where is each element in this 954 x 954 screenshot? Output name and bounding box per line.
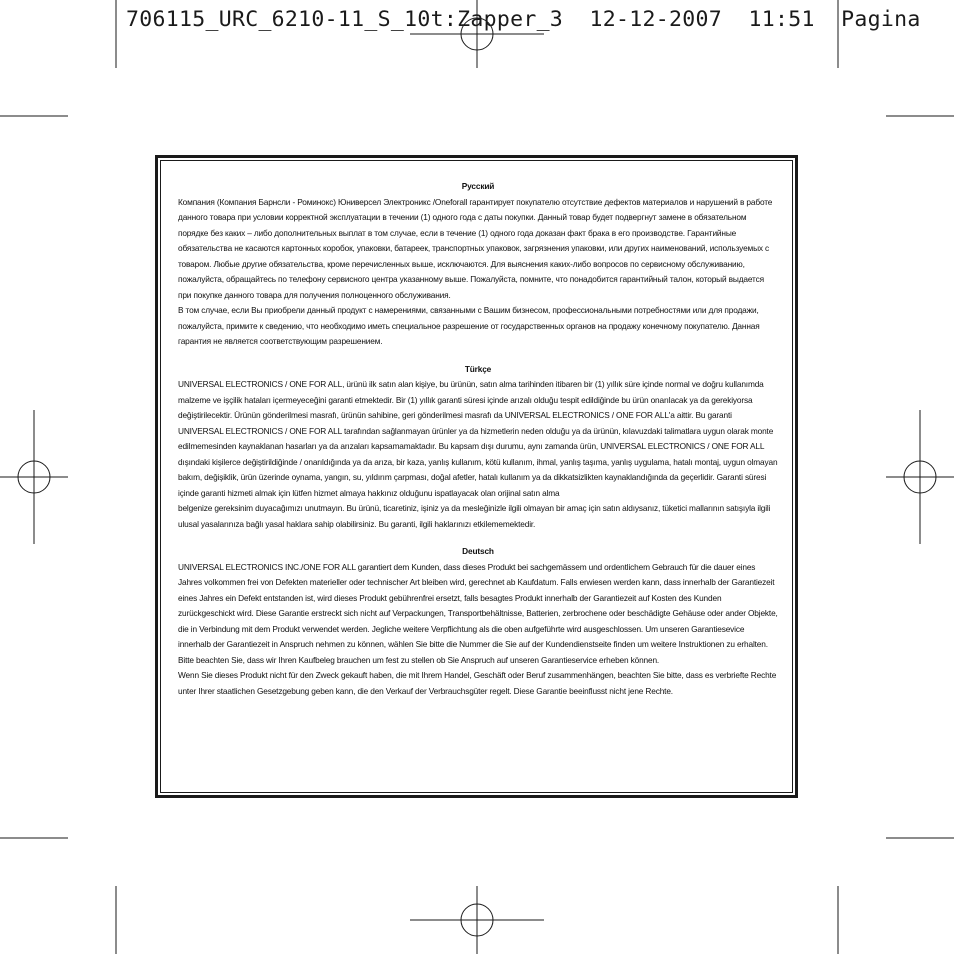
section-heading: Deutsch	[462, 546, 494, 556]
section-paragraph: belgenize gereksinim duyacağımızı unutmayın. Bu ürünü, ticaretiniz, işiniz ya da mesleğinizle ilgili olmayan bir amaç için satın aldıysanız, tüketici mallarının satışıyla ilgili ulusal yasalarınıza bağlı yasal haklara sahip olabilirsiniz. Bu garanti, ilgili haklarınızı etkilememektedir.	[178, 503, 771, 529]
section-turkish	[178, 362, 778, 533]
section-paragraph: Wenn Sie dieses Produkt nicht für den Zweck gekauft haben, die mit Ihrem Handel, Geschäft oder Beruf zusammenhängen, beachten Sie bitte, dass es verbriefte Rechte unter Ihrer staatlichen Gesetzgebung geben kann, die den Verkauf der Verbrauchsgüter regelt. Diese Garantie beeinflusst nicht jene Rechte.	[178, 670, 777, 696]
warranty-box	[155, 155, 798, 798]
section-russian	[178, 179, 778, 350]
section-german	[178, 544, 778, 699]
crop-mark-bottom-right	[838, 838, 954, 954]
crop-mark-top-right	[838, 0, 954, 116]
section-paragraph: Компания (Компания Барнсли - Роминокс) Юниверсел Электроникс /Oneforall гарантирует покупателю отсутствие дефектов материалов и нарушений в работе данного товара при условии корректной эксплуатации в течении (1) одного года с даты покупки. Данный товар будет подвергнут замене в обязательном порядке без каких – либо дополнительных выплат в том случае, если в течение (1) одного года доказан факт брака в его производстве. Гарантийные обязательства не касаются картонных коробок, упаковки, батареек, транспортных упаковок, загрязнения упаковки, или других наименований, используемых с товаром. Любые другие обязательства, кроме перечисленных выше, исключаются. Для выяснения каких-либо вопросов по сервисному обслуживанию, пожалуйста, обращайтесь по телефону сервисного центра указанному выше. Пожалуйста, помните, что понадобится гарантийный талон, который выдается при покупке данного товара для получения полноценного обслуживания.	[178, 196, 773, 300]
crop-mark-bottom-left	[0, 838, 116, 954]
section-paragraph: В том случае, если Вы приобрели данный продукт с намерениями, связанными с Вашим бизнесом, профессиональными потребностями или для продажи, пожалуйста, примите к сведению, что необходимо иметь специальное разрешение от государственных органов на продажу конечному покупателю. Данная гарантия не является соответствующим разрешением.	[178, 305, 760, 346]
warranty-content	[178, 179, 778, 711]
print-slug-line: 706115_URC_6210-11_S_10t:Zapper_3 12-12-2007 11:51 Pagina	[126, 7, 921, 32]
section-heading: Türkçe	[464, 363, 492, 374]
registration-mark-right	[886, 410, 954, 544]
crop-mark-top-left	[0, 0, 116, 116]
section-paragraph: UNIVERSAL ELECTRONICS / ONE FOR ALL, ürünü ilk satın alan kişiye, bu ürünün, satın alma tarihinden itibaren bir (1) yıllık süre içinde normal ve doğru kullanımda malzeme ve işçilik hataları içermeyeceğini garanti etmektedir. Bir (1) yıllık garanti süresi içinde arızalı olduğu tespit edildiğinde bu ürün onarılacak ya da gerekiyorsa değiştirilecektir. Ürünün gönderilmesi masrafı, ürünün sahibine, geri gönderilmesi masrafı da UNIVERSAL ELECTRONICS / ONE FOR ALL'a aittir. Bu garanti UNIVERSAL ELECTRONICS / ONE FOR ALL tarafından sağlanmayan ürünler ya da hizmetlerin neden olduğu ya da ürünün, kılavuzdaki talimatlara uygun olarak monte edilmemesinden kaynaklanan hasarları ya da arızaları kapsamamaktadır. Bu kapsam dışı durumu, aynı zamanda ürün, UNIVERSAL ELECTRONICS / ONE FOR ALL dışındaki kişilerce değiştirildiğinde / onarıldığında ya da arıza, bir kaza, yanlış kullanım, kötü kullanım, ihmal, yanlış taşıma, yanlış uygulama, hatalı montaj, uygun olmayan bakım, değişiklik, ürün üzerinde oynama, yangın, su, yıldırım çarpması, doğal afetler, hatalı kullanım ya da dikkatsizlikten kaynaklandığında da geçerlidir. Garanti süresi içinde garanti hizmeti almak için lütfen hizmet almaya hakkınız olduğunu ispatlayacak olan orijinal satın alma	[178, 379, 778, 498]
registration-mark-bottom	[410, 886, 544, 954]
section-heading: Русский	[461, 181, 495, 191]
registration-mark-left	[0, 410, 68, 544]
registration-mark-top	[410, 0, 544, 68]
section-paragraph: UNIVERSAL ELECTRONICS INC./ONE FOR ALL garantiert dem Kunden, dass dieses Produkt bei sachgemässem und ordentlichem Gebrauch für die dauer eines Jahres volkommen frei von Defekten materieller oder technischer Art bleiben wird, gerechnet ab Kaufdatum. Falls erwiesen werden kann, dass innerhalb der Garantiezeit eines Jahres ein Defekt entstanden ist, wird dieses Produkt gebührenfrei ersetzt, falls besagtes Produkt innerhalb der Garantiezeit auf Kosten des Kunden zurückgeschickt wird. Diese Garantie erstreckt sich nicht auf Verpackungen, Transportbehältnisse, Batterien, zerbrochene oder beschädigte Gehäuse oder ander Objekte, die in Verbindung mit dem Produkt verwendet werden. Jegliche weitere Verpflichtung als die oben aufgeführte wird ausgeschlossen. Um unseren Garantiesevice innerhalb der Garantiezeit in Anspruch nehmen zu können, wählen Sie bitte die Nummer die Sie auf der Kundendienstseite finden um weitere Instruktionen zu erhalten. Bitte beachten Sie, dass wir Ihren Kaufbeleg brauchen um fest zu stellen ob Sie Anspruch auf unseren Garantieservice erheben können.	[178, 561, 778, 665]
